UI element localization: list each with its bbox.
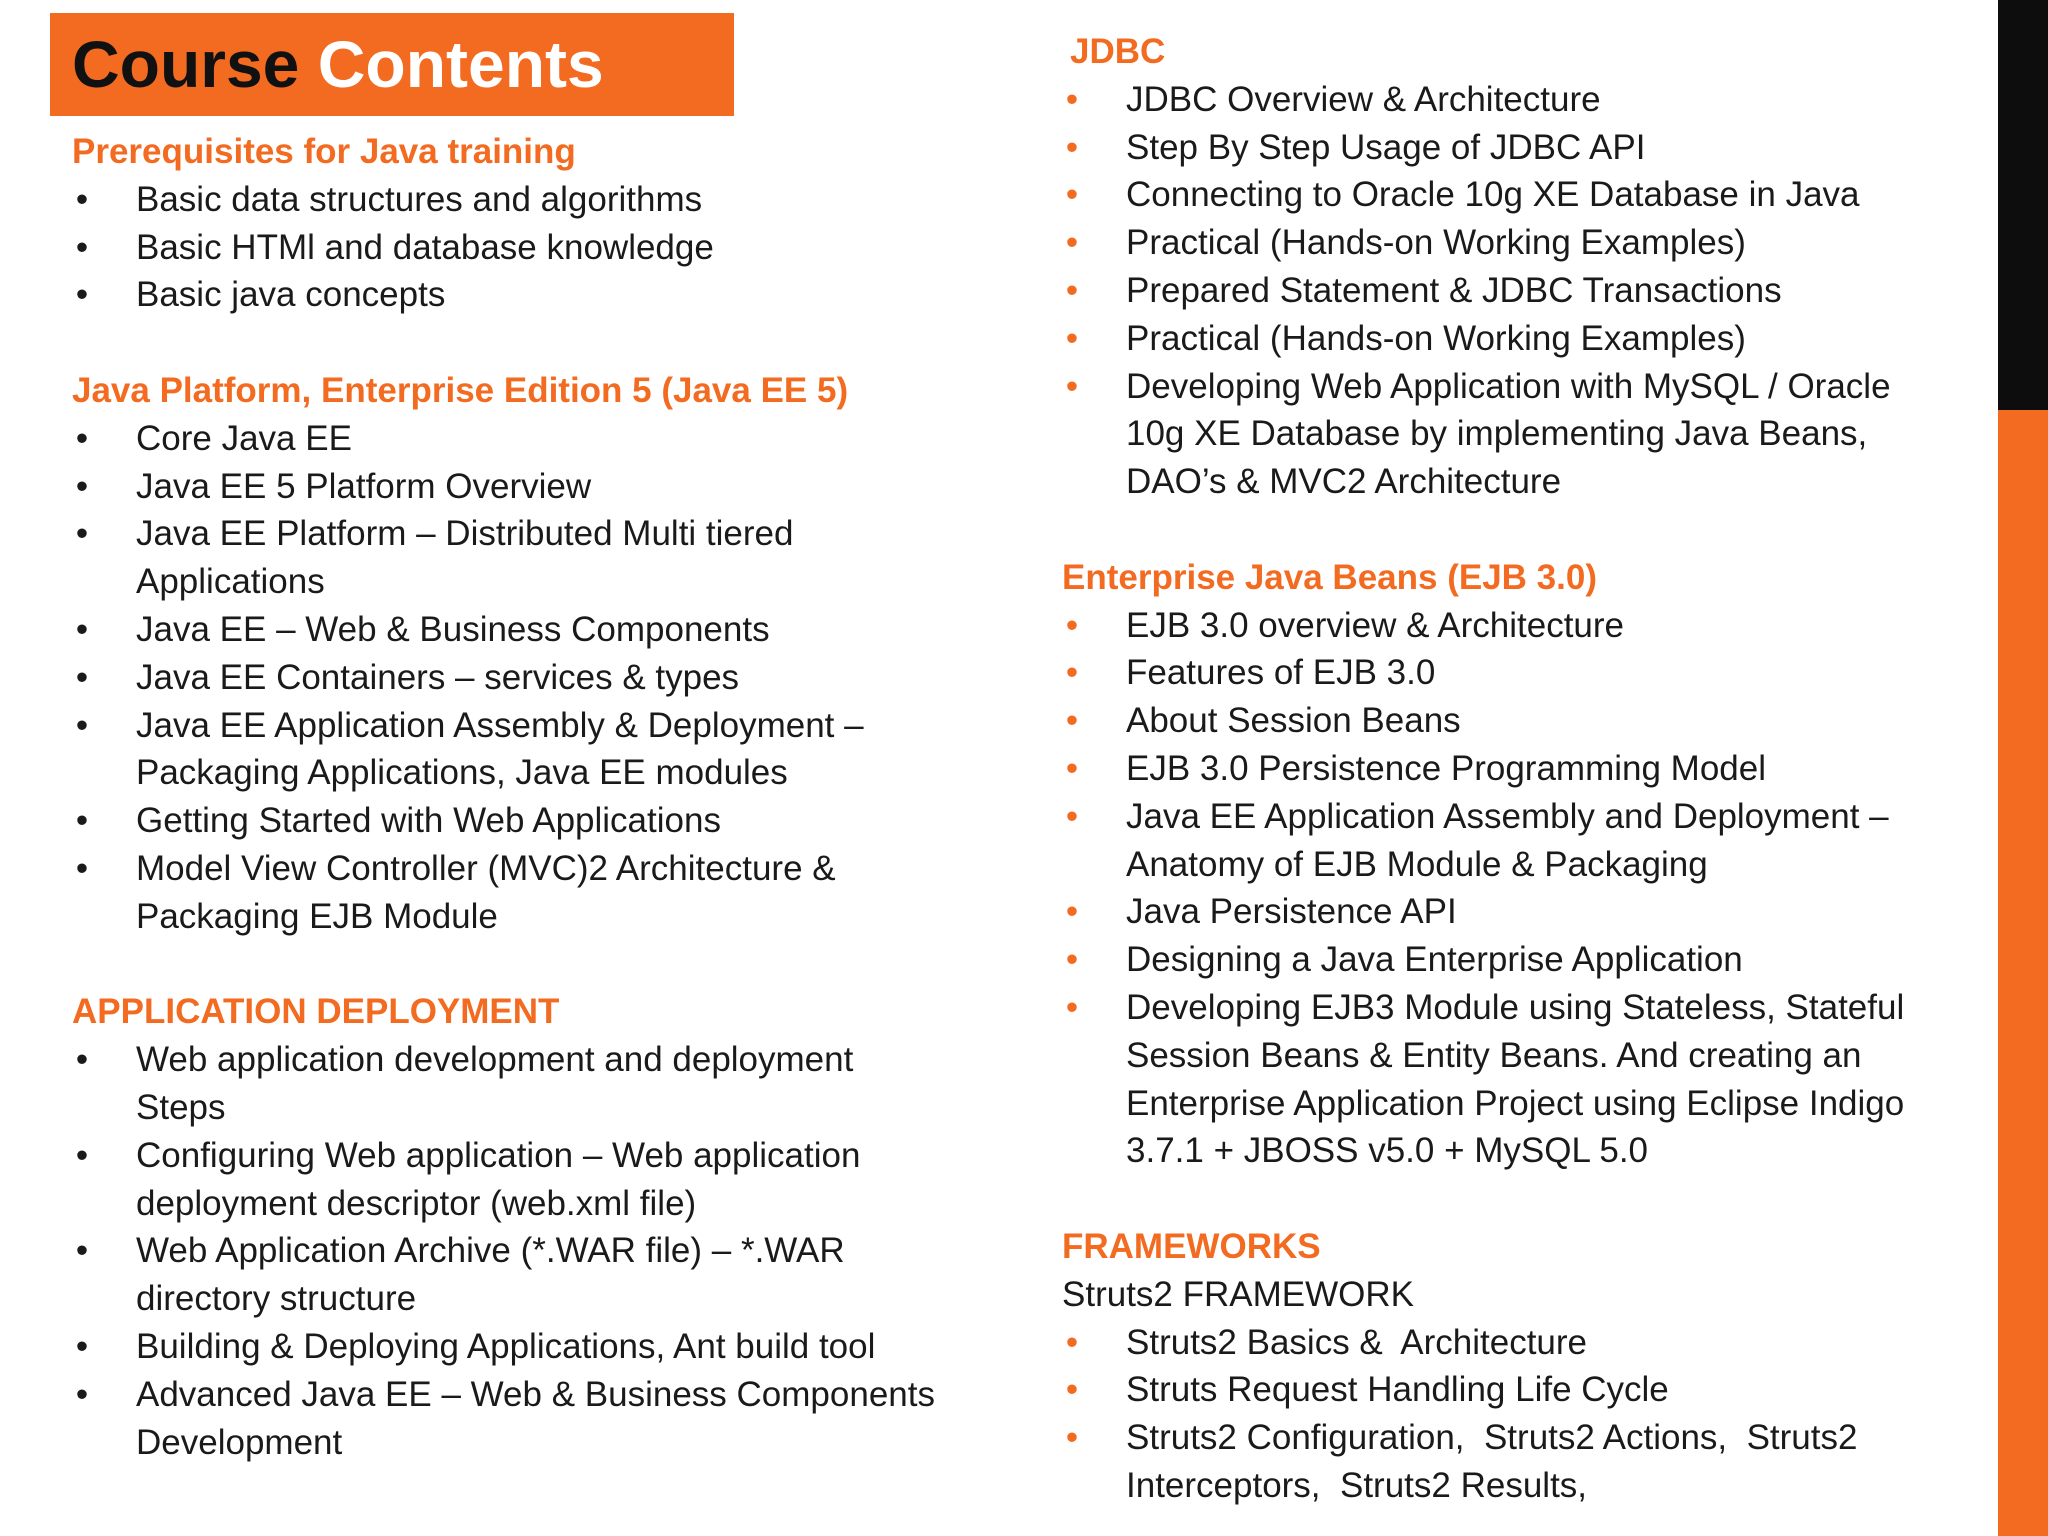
list-item-text: Designing a Java Enterprise Application [1126,940,1743,980]
list-item [72,654,972,702]
bullet-icon: • [75,275,89,315]
list-item [1062,171,1962,219]
bullet-icon: • [1065,1370,1079,1410]
list-item [1062,793,1942,889]
list-item-text: Model View Controller (MVC)2 Architecture & Packaging EJB Module [136,848,836,936]
list-item [72,606,972,654]
list-item-text: Struts2 Basics & Architecture [1126,1322,1588,1362]
list-item [1062,1414,1902,1510]
bullet-icon: • [75,466,89,506]
title-banner [50,13,734,116]
list-item [72,1227,932,1323]
bullet-icon: • [1065,175,1079,215]
list-item-text: Struts Request Handling Life Cycle [1126,1370,1669,1410]
list-item-text: Basic HTMl and database knowledge [136,227,714,267]
bullet-icon: • [75,514,89,554]
bullet-icon: • [1065,605,1079,645]
section-heading: Enterprise Java Beans (EJB 3.0) [1062,557,1597,597]
bullet-icon: • [75,848,89,888]
list-item [72,415,972,463]
list-item-text: Basic data structures and algorithms [136,179,703,219]
left-column [72,128,972,1514]
list-item-text: Java EE Application Assembly and Deployment – Anatomy of EJB Module & Packaging [1126,796,1889,884]
section-ejb [1062,554,1962,1175]
list-item-text: Core Java EE [136,418,352,458]
bullet-icon: • [1065,1322,1079,1362]
list-item [72,1371,952,1467]
bullet-icon: • [75,227,89,267]
section-heading: Java Platform, Enterprise Edition 5 (Java EE 5) [72,370,849,410]
list-item [1062,697,1962,745]
page-title-light-word: Contents [317,27,604,101]
section-jdbc [1062,28,1962,506]
list-item [72,510,892,606]
list-item-text: Java EE 5 Platform Overview [136,466,592,506]
bullet-icon: • [1065,701,1079,741]
bullet-icon: • [1065,270,1079,310]
list-item-text: Web application development and deployment Steps [136,1040,854,1127]
section-frameworks [1062,1223,1962,1510]
list-item-text: Developing EJB3 Module using Stateless, Stateful Session Beans & Entity Beans. And creating an Enterprise Application Project using Eclipse Indigo 3.7.1 + JBOSS v5.0 + MySQL 5.0 [1126,987,1905,1171]
bullet-icon: • [1065,940,1079,980]
bullet-list [1062,1319,1962,1510]
section-subheading: Struts2 FRAMEWORK [1062,1274,1414,1314]
list-item [1062,649,1962,697]
bullet-list [72,176,972,319]
bullet-icon: • [75,657,89,697]
bullet-icon: • [75,609,89,649]
bullet-icon: • [75,1326,89,1366]
list-item [1062,602,1962,650]
list-item [72,224,972,272]
list-item-text: Practical (Hands-on Working Examples) [1126,318,1746,358]
list-item [72,845,932,941]
bullet-list [1062,76,1962,506]
bullet-list [72,1036,972,1466]
bullet-icon: • [1065,79,1079,119]
list-item [1062,984,1942,1175]
list-item-text: Practical (Hands-on Working Examples) [1126,223,1746,263]
list-item [72,1132,952,1228]
bullet-icon: • [1065,1418,1079,1458]
list-item [1062,76,1962,124]
list-item-text: Prepared Statement & JDBC Transactions [1126,270,1782,310]
list-item-text: Java EE Platform – Distributed Multi tiered Applications [136,514,794,602]
bullet-icon: • [75,418,89,458]
list-item-text: Step By Step Usage of JDBC API [1126,127,1646,167]
list-item-text: Java EE Application Assembly & Deployment – Packaging Applications, Java EE modules [136,705,864,793]
list-item [1062,936,1962,984]
section-application-deployment [72,988,972,1466]
list-item-text: Java EE Containers – services & types [136,657,740,697]
bullet-icon: • [1065,127,1079,167]
list-item [1062,888,1962,936]
section-heading: FRAMEWORKS [1062,1226,1321,1266]
decorative-bar-orange [1998,410,2048,1536]
bullet-icon: • [1065,318,1079,358]
list-item-text: EJB 3.0 Persistence Programming Model [1126,748,1766,788]
list-item [72,1323,972,1371]
list-item [72,271,972,319]
list-item-text: Web Application Archive (*.WAR file) – *.WAR directory structure [136,1231,845,1319]
list-item [72,1036,952,1132]
bullet-icon: • [75,1231,89,1271]
bullet-icon: • [1065,892,1079,932]
bullet-icon: • [1065,796,1079,836]
bullet-icon: • [75,1374,89,1414]
bullet-icon: • [75,1040,89,1080]
list-item [1062,267,1962,315]
bullet-icon: • [75,1135,89,1175]
bullet-list [1062,602,1962,1176]
bullet-icon: • [1065,223,1079,263]
list-item-text: Connecting to Oracle 10g XE Database in Java [1126,175,1860,215]
list-item [1062,219,1962,267]
list-item [1062,1366,1962,1414]
list-item [72,702,932,798]
section-heading: JDBC [1070,32,1166,71]
list-item-text: Advanced Java EE – Web & Business Components Development [136,1374,935,1462]
list-item-text: Configuring Web application – Web application deployment descriptor (web.xml file) [136,1135,861,1223]
list-item-text: Java Persistence API [1126,892,1457,932]
list-item-text: EJB 3.0 overview & Architecture [1126,605,1624,645]
list-item-text: Struts2 Configuration, Struts2 Actions, Struts2 Interceptors, Struts2 Results, [1126,1418,1868,1505]
decorative-bar-dark [1998,0,2048,410]
page-title [72,25,604,103]
bullet-icon: • [1065,653,1079,693]
list-item [1062,745,1962,793]
section-java-ee-5 [72,367,972,941]
list-item [1062,315,1962,363]
page-title-dark-word: Course [72,27,300,101]
list-item-text: Features of EJB 3.0 [1126,653,1436,693]
bullet-icon: • [75,179,89,219]
list-item [1062,1319,1962,1367]
bullet-icon: • [75,801,89,841]
bullet-icon: • [1065,366,1079,406]
section-heading: APPLICATION DEPLOYMENT [72,992,560,1032]
section-prerequisites [72,128,972,319]
bullet-icon: • [1065,748,1079,788]
right-column [1062,28,1962,1536]
list-item [1062,124,1962,172]
list-item [72,463,972,511]
list-item-text: Java EE – Web & Business Components [136,609,770,649]
list-item-text: Getting Started with Web Applications [136,801,721,841]
bullet-icon: • [75,705,89,745]
bullet-list [72,415,972,941]
list-item [72,797,972,845]
bullet-icon: • [1065,987,1079,1027]
list-item-text: JDBC Overview & Architecture [1126,79,1601,119]
list-item [72,176,972,224]
list-item [1062,363,1942,506]
list-item-text: Basic java concepts [136,275,446,315]
section-heading: Prerequisites for Java training [72,132,576,171]
list-item-text: Developing Web Application with MySQL / Oracle 10g XE Database by implementing Java Beans, DAO’s & MVC2 Architecture [1126,366,1891,502]
list-item-text: Building & Deploying Applications, Ant build tool [136,1326,876,1366]
list-item-text: About Session Beans [1126,701,1461,741]
